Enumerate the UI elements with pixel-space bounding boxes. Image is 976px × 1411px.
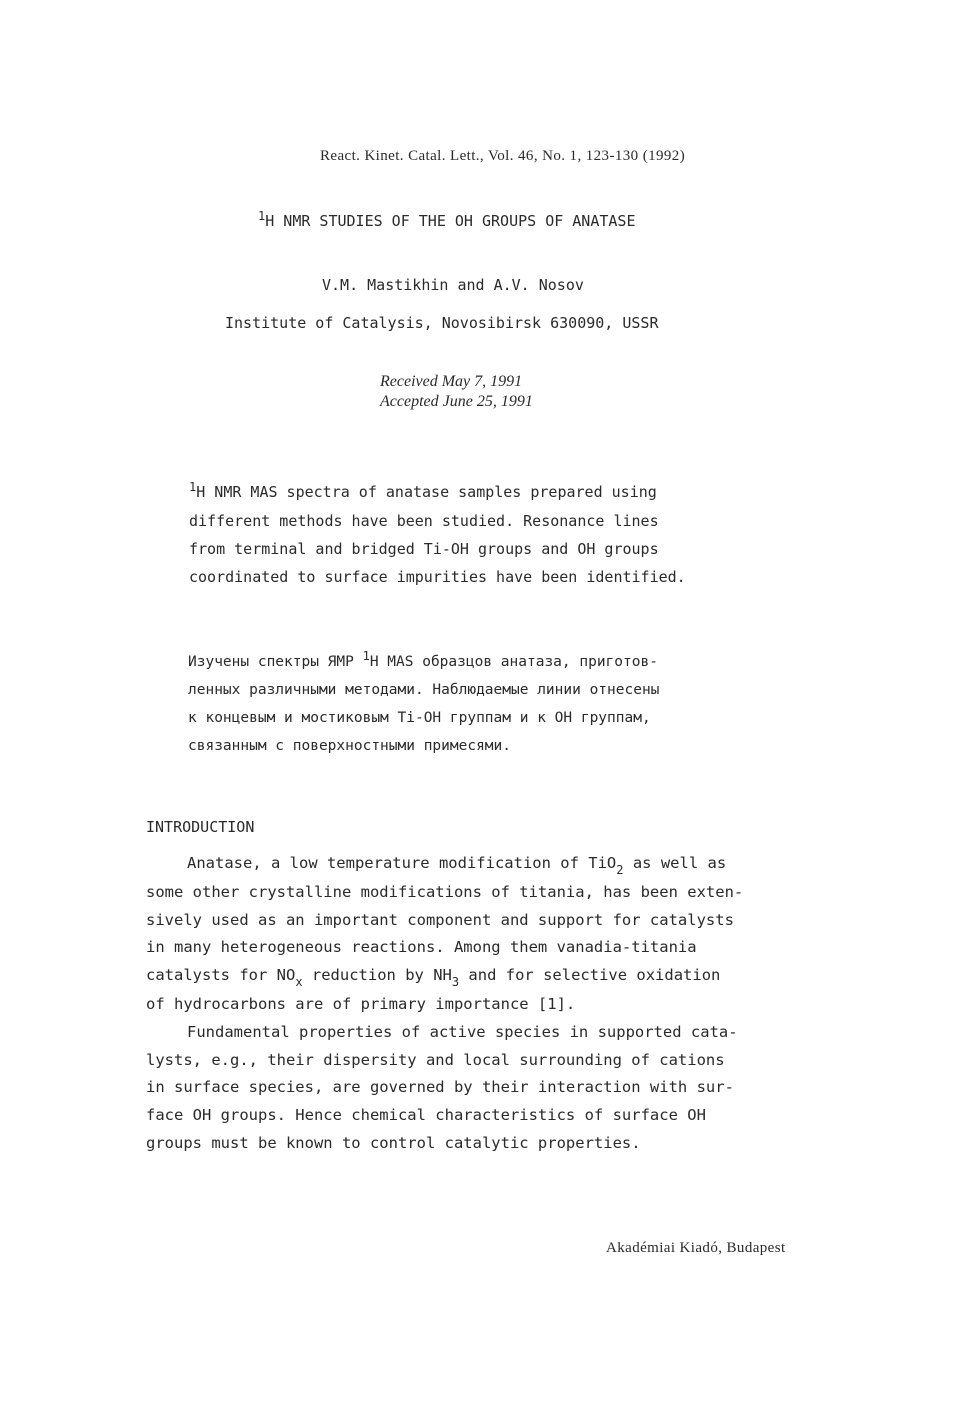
subscript: 2 <box>616 863 624 877</box>
abstract-en-line: different methods have been studied. Resonance lines <box>189 512 659 530</box>
abstract-en-line: coordinated to surface impurities have been identified. <box>189 568 686 586</box>
abstract-en-line <box>189 478 686 507</box>
body-line: face OH groups. Hence chemical characteristics of surface OH <box>146 1106 706 1125</box>
title-superscript: 1 <box>258 209 266 223</box>
abstract-russian <box>188 648 659 760</box>
paper-title <box>258 209 636 230</box>
subscript: 3 <box>451 975 460 990</box>
body-line: in surface species, are governed by their interaction with sur- <box>146 1078 734 1097</box>
section-heading-introduction: INTRODUCTION <box>146 818 255 836</box>
body-line-text: Anatase, a low temperature modification of TiO <box>187 854 617 872</box>
body-line-text: reduction by NH <box>302 966 452 985</box>
abstract-ru-line: к концевым и мостиковым Ti-OH группам и к OH группам, <box>188 710 651 726</box>
accepted-date: Accepted June 25, 1991 <box>380 393 533 410</box>
body-line: lysts, e.g., their dispersity and local surrounding of cations <box>146 1050 725 1069</box>
body-line <box>146 850 743 879</box>
body-line <box>146 962 743 991</box>
publisher-footer: Akadémiai Kiadó, Budapest <box>606 1240 786 1256</box>
body-line-text: as well as <box>623 854 727 872</box>
abstract-en-superscript: 1 <box>189 480 197 494</box>
received-date: Received May 7, 1991 <box>380 373 523 390</box>
abstract-english <box>189 478 686 591</box>
abstract-ru-line: ленных различными методами. Наблюдаемые линии отнесены <box>188 682 660 698</box>
abstract-ru-line-text: H MAS образцов анатаза, приготов- <box>369 654 658 670</box>
authors: V.M. Mastikhin and A.V. Nosov <box>322 276 584 294</box>
subscript: x <box>295 975 303 990</box>
body-line: in many heterogeneous reactions. Among them vanadia-titania <box>146 938 697 957</box>
abstract-ru-line-text: Изучены спектры ЯМР <box>188 654 363 670</box>
abstract-en-line-text: H NMR MAS spectra of anatase samples prepared using <box>196 483 657 501</box>
body-line: groups must be known to control catalytic properties. <box>146 1133 641 1152</box>
body-line-text: and for selective oxidation <box>459 966 721 985</box>
introduction-body <box>146 850 743 1158</box>
journal-citation-header: React. Kinet. Catal. Lett., Vol. 46, No. 1, 123-130 (1992) <box>320 148 686 164</box>
abstract-ru-line: связанным с поверхностными примесями. <box>188 738 512 754</box>
body-line: of hydrocarbons are of primary importance [1]. <box>146 994 576 1013</box>
body-line-text: catalysts for NO <box>146 966 296 985</box>
body-line: Fundamental properties of active species in supported cata- <box>187 1022 738 1041</box>
title-text: H NMR STUDIES OF THE OH GROUPS OF ANATASE <box>265 212 636 230</box>
abstract-ru-superscript: 1 <box>362 649 370 663</box>
abstract-en-line: from terminal and bridged Ti-OH groups and OH groups <box>189 540 659 558</box>
body-line: some other crystalline modifications of titania, has been exten- <box>146 882 744 901</box>
affiliation: Institute of Catalysis, Novosibirsk 630090, USSR <box>225 314 659 332</box>
abstract-ru-line <box>188 648 659 676</box>
body-line: sively used as an important component and support for catalysts <box>146 910 734 929</box>
submission-dates <box>380 372 533 412</box>
